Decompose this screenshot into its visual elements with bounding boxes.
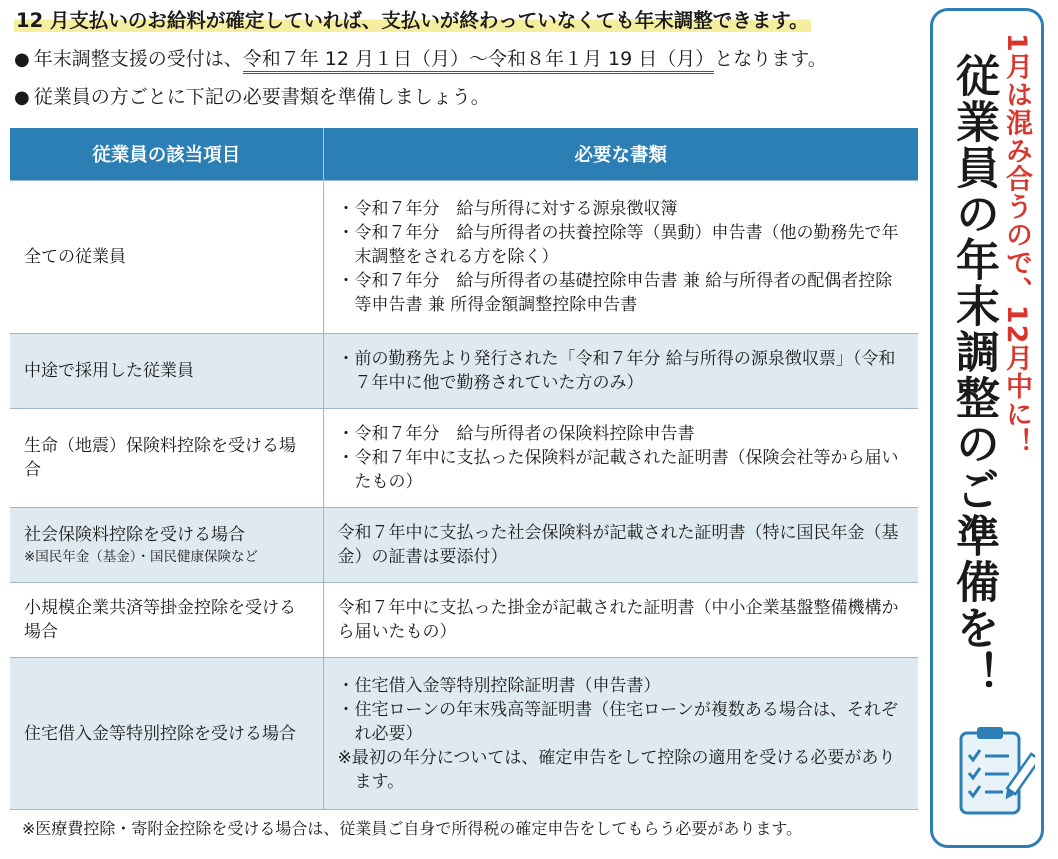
- doc-item: ・ 令和７年分 給与所得に対する源泉徴収簿: [338, 197, 905, 221]
- row-item: 中途で採用した従業員: [10, 334, 323, 409]
- row-item: 生命（地震）保険料控除を受ける場合: [10, 409, 323, 508]
- doc-item: ・ 令和７年分 給与所得者の保険料控除申告書: [338, 422, 905, 446]
- reception-suffix: となります。: [714, 48, 827, 70]
- table-row: [10, 658, 918, 810]
- header-item: 従業員の該当項目: [10, 128, 323, 181]
- row-item: [10, 508, 323, 583]
- doc-item: ・ 前の勤務先より発行された「令和７年分 給与所得の源泉徴収票」（令和７年中に他で勤務されていた方のみ）: [338, 347, 905, 395]
- reception-period: 令和７年 12 月１日（月）～令和８年１月 19 日（月）: [243, 48, 715, 74]
- row-item: 住宅借入金等特別控除を受ける場合: [10, 658, 323, 810]
- footnote: ※医療費控除・寄附金控除を受ける場合は、従業員ご自身で所得税の確定申告をしてもらう必要があります。: [22, 819, 803, 838]
- reception-bullet: [14, 46, 827, 73]
- side-black-text: 従業員の年末調整のご準備を！: [948, 53, 999, 697]
- side-red-text: 1月は混み合うので、12月中に！: [1001, 33, 1032, 457]
- headline: 12 月支払いのお給料が確定していれば、支払いが終わっていなくても年末調整できます。: [16, 9, 809, 32]
- clipboard-checklist-icon: [955, 723, 1035, 819]
- doc-item: ・ 住宅借入金等特別控除証明書（申告書）: [338, 674, 905, 698]
- table-row: [10, 181, 918, 334]
- required-documents-table: [10, 128, 918, 810]
- prepare-bullet: [14, 84, 490, 111]
- table-row: [10, 583, 918, 658]
- header-docs: 必要な書類: [323, 128, 918, 181]
- row-item-note: ※国民年金（基金）・国民健康保険など: [24, 549, 259, 565]
- doc-item: ・ 令和７年分 給与所得者の基礎控除申告書 兼 給与所得者の配偶者控除等申告書 兼 所得金額調整控除申告書: [338, 269, 905, 317]
- row-docs: 令和７年中に支払った社会保険料が記載された証明書（特に国民年金（基金）の証書は要添付）: [323, 508, 918, 583]
- row-docs: [323, 334, 918, 409]
- row-item: 全ての従業員: [10, 181, 323, 334]
- row-docs: [323, 181, 918, 334]
- row-docs: [323, 409, 918, 508]
- table-header-row: [10, 128, 918, 181]
- doc-item: ・ 令和７年中に支払った保険料が記載された証明書（保険会社等から届いたもの）: [338, 446, 905, 494]
- table-row: [10, 508, 918, 583]
- prepare-text: 従業員の方ごとに下記の必要書類を準備しましょう。: [33, 86, 490, 108]
- side-banner: [930, 8, 1044, 848]
- row-item-label: 社会保険料控除を受ける場合: [24, 525, 245, 545]
- row-item: 小規模企業共済等掛金控除を受ける場合: [10, 583, 323, 658]
- bullet-dot-icon: ●: [14, 49, 30, 70]
- doc-note: ※最初の年分については、確定申告をして控除の適用を受ける必要があります。: [337, 747, 896, 792]
- row-docs: [323, 658, 918, 810]
- row-docs: 令和７年中に支払った掛金が記載された証明書（中小企業基盤整備機構から届いたもの）: [323, 583, 918, 658]
- bullet-dot-icon: ●: [14, 87, 30, 108]
- reception-prefix: 年末調整支援の受付は、: [33, 48, 243, 70]
- doc-item: ・ 令和７年分 給与所得者の扶養控除等（異動）申告書（他の勤務先で年末調整をされる方を除く）: [338, 221, 905, 269]
- doc-item: ・ 住宅ローンの年末残高等証明書（住宅ローンが複数ある場合は、それぞれ必要）: [338, 698, 905, 746]
- table-row: [10, 409, 918, 508]
- table-row: [10, 334, 918, 409]
